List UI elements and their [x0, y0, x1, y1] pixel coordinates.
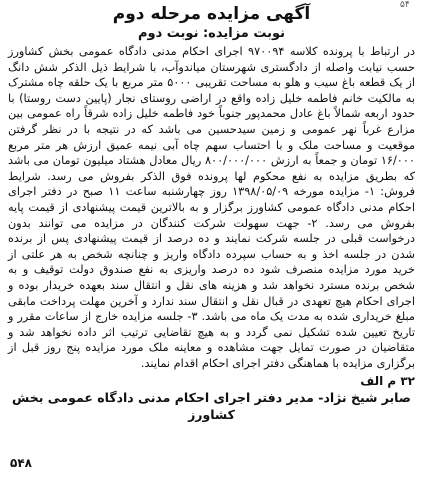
notice-title: آگهی مزایده مرحله دوم — [112, 4, 311, 24]
corner-mark: ۵۴ — [400, 0, 410, 10]
notice-body: در ارتباط با پرونده کلاسه ۹۷۰۰۹۴ اجرای احکام مدنی دادگاه عمومی بخش کشاورز حسب نیابت واصله از دادگستری شهرستان میاندوآب، با شرایط ذیل الذکر شش دانگ از یک قطعه باغ سیب و هلو به مساحت تقریبی ۵۰۰۰ متر مربع با یک حلقه چاه مشترک به مالکیت خانم فاطمه خلیل زاده واقع در اراضی روستای نجار (پایین دست روستا) با حدود اربعه شمالاً باغ عادل محمدپور جنوباً خود فاطمه خلیل زاده شرقاً راه عمومی بین مزارع غرباً نهر عمومی و زمین سیدحسین می باشد که در نتیجه با در نظر گرفتن موقعیت و مساحت ملک و با احتساب سهم چاه آبی نیمه عمیق ارزش هر متر مربع ۱۶/۰۰۰ تومان و جمعاً به ارزش ۸۰۰/۰۰۰/۰۰۰ ریال معادل هشتاد میلیون تومان می باشد که بطریق مزایده به نفع محکوم لها پرونده فوق الذکر بفروش می رسد. شرایط فروش: ۱- مزایده مورخه ۱۳۹۸/۰۵/۰۹ روز چهارشنبه ساعت ۱۱ صبح در دفتر اجرای احکام مدنی دادگاه عمومی کشاورز برگزار و به بالاترین قیمت پیشنهادی از قیمت پایه بفروش می رسد. ۲- جهت سهولت شرکت کنندگان در مزایده می توانند بدون درخواست قبلی در جلسه شرکت نمایند و ده درصد از قیمت پیشنهادی پس از برنده شدن در جلسه اخذ و به حساب سپرده دادگاه واریز و چنانچه شخص به هر علتی از خرید مورد مزایده منصرف شود ده درصد واریزی به نفع صندوق دولت توقیف و به شخص برنده مسترد نخواهد شد و هزینه های نقل و انتقال سند بعهده خریدار بوده و اجرای احکام هیچ تعهدی در قبال نقل و انتقال سند ندارد و آخرین مهلت پرداخت مابقی مبلغ خریداری شده به مدت یک ماه می باشد. ۳- جلسه مزایده خارج از ساعات مقرر و تاریخ تعیین شده تشکیل نمی گردد و به هیچ تقاضایی ترتیب اثر داده نخواهد شد و متقاضیان در صورت تمایل جهت مشاهده و معاینه ملک مورد مزایده پنج روز قبل از برگزاری مزایده با هماهنگی دفتر اجرای احکام اقدام نمایند. — [8, 45, 415, 370]
notice-subtitle: نوبت مزایده: نوبت دوم — [137, 26, 286, 41]
reference-code: ۳۲ م الف — [360, 374, 415, 389]
page-number: ۵۴۸ — [10, 456, 32, 470]
signature: صابر شیخ نژاد- مدیر دفتر اجرای احکام مدنی دادگاه عمومی بخش کشاورز — [12, 390, 411, 423]
